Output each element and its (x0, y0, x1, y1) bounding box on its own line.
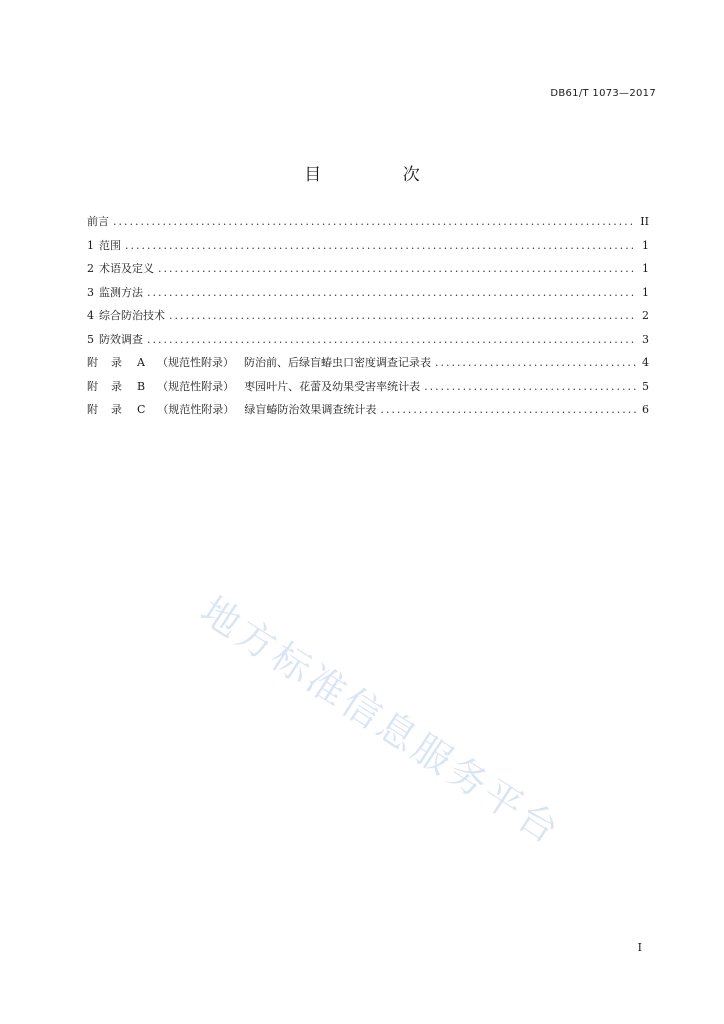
toc-entry-efficacy[interactable] (87, 331, 649, 355)
appendix-letter: A (137, 356, 145, 369)
toc-entry-terms[interactable] (87, 260, 649, 284)
appendix-type: （规范性附录） (157, 403, 235, 416)
toc-entry-label: 绿盲蝽防治效果调查统计表 (244, 403, 377, 416)
toc-entry-appendix-b[interactable] (87, 378, 649, 402)
toc-entry-page: 5 (642, 379, 649, 393)
toc-entry-number: 1 (87, 238, 94, 252)
toc-leader-dots (169, 309, 637, 322)
toc-entry-page: 1 (642, 285, 649, 299)
toc-leader-dots (435, 356, 637, 369)
toc-entry-page: 1 (642, 262, 649, 275)
toc-entry-label: 综合防治技术 (99, 309, 165, 322)
toc-entry-number: 5 (87, 332, 94, 346)
toc-entry-number: 4 (87, 309, 94, 322)
toc-entry-label: 范围 (99, 238, 121, 252)
toc-entry-page: 4 (642, 356, 649, 369)
appendix-prefix: 附录 (87, 403, 135, 416)
toc-entry-page: 2 (642, 309, 649, 322)
toc-entry-number: 3 (87, 285, 94, 299)
toc-entry-label: 术语及定义 (99, 262, 154, 275)
toc-entry-page: 1 (642, 238, 649, 252)
toc-entry-monitoring[interactable] (87, 284, 649, 308)
appendix-prefix: 附录 (87, 379, 135, 393)
toc-entry-scope[interactable] (87, 237, 649, 261)
toc-entry-label: 监测方法 (99, 285, 143, 299)
toc-entry-number: 2 (87, 262, 94, 275)
toc-leader-dots (380, 403, 637, 416)
toc-title: 目 次 (304, 165, 458, 185)
document-code: DB61/T 1073—2017 (550, 88, 656, 99)
toc-entry-appendix-c[interactable] (87, 401, 649, 425)
toc-entry-appendix-a[interactable] (87, 354, 649, 378)
toc-leader-dots (113, 215, 636, 228)
appendix-type: （规范性附录） (156, 356, 234, 369)
toc-entry-control[interactable] (87, 307, 649, 331)
toc-entry-label: 前言 (87, 215, 109, 228)
toc-entry-page: 3 (642, 332, 649, 346)
toc-leader-dots (147, 333, 637, 346)
toc-leader-dots (158, 262, 637, 275)
toc-entry-label: 枣园叶片、花蕾及幼果受害率统计表 (244, 379, 421, 393)
toc-entry-page: 6 (642, 403, 649, 416)
toc-entry-label: 防治前、后绿盲蝽虫口密度调查记录表 (243, 356, 431, 369)
appendix-letter: B (137, 379, 146, 393)
toc-leader-dots (125, 239, 637, 252)
appendix-letter: C (137, 403, 146, 416)
appendix-type: （规范性附录） (157, 379, 235, 393)
toc-leader-dots (147, 286, 637, 299)
watermark: 地方标准信息服务平台 (192, 588, 570, 854)
toc-entry-page: II (640, 215, 649, 228)
appendix-prefix: 附录 (87, 356, 135, 369)
toc-leader-dots (424, 380, 637, 393)
toc-entry-label: 防效调查 (99, 332, 143, 346)
toc-list (87, 213, 649, 425)
toc-entry-foreword[interactable] (87, 213, 649, 237)
page-number: I (637, 941, 642, 954)
